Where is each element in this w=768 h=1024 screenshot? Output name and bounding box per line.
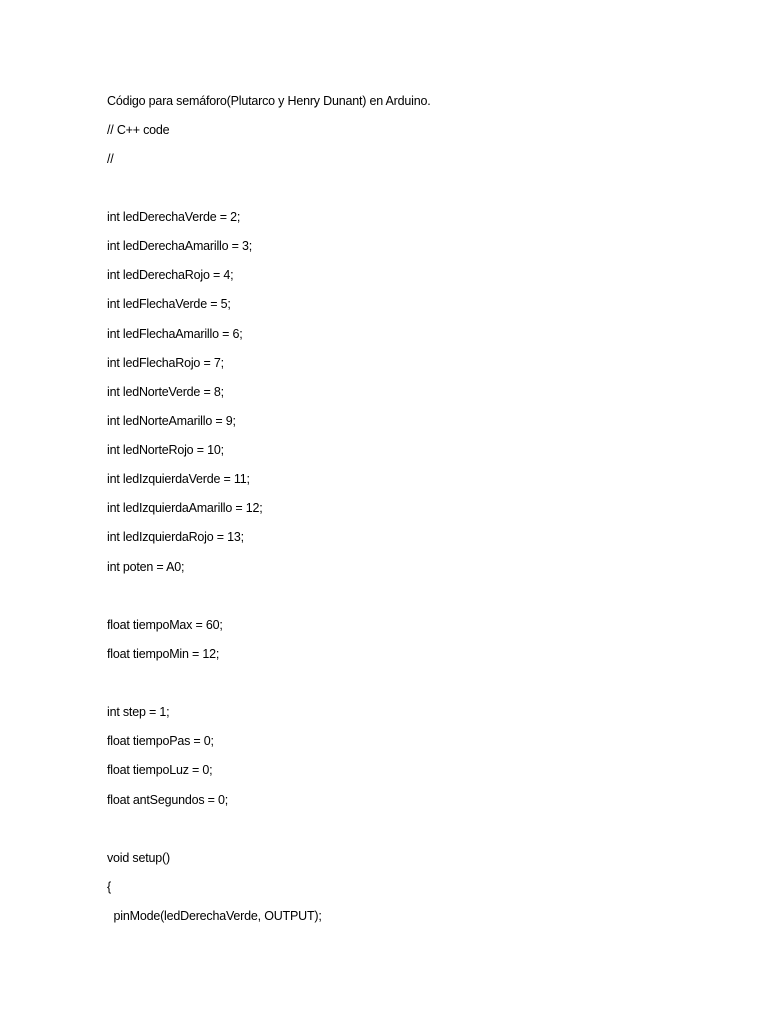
code-line: void setup() [107,851,170,865]
code-line: int ledFlechaRojo = 7; [107,356,224,370]
code-line: float tiempoMax = 60; [107,618,223,632]
code-line: int ledNorteVerde = 8; [107,385,224,399]
code-comment-line: // C++ code [107,123,170,137]
code-line: int ledIzquierdaAmarillo = 12; [107,501,263,515]
code-line: float antSegundos = 0; [107,793,229,807]
code-line: int ledFlechaAmarillo = 6; [107,327,243,341]
code-line: float tiempoPas = 0; [107,734,214,748]
document-title: Código para semáforo(Plutarco y Henry Dunant) en Arduino. [107,94,431,108]
code-line: int ledDerechaVerde = 2; [107,210,241,224]
code-line: int poten = A0; [107,560,185,574]
code-line: int ledDerechaRojo = 4; [107,268,234,282]
code-line: int ledFlechaVerde = 5; [107,297,231,311]
code-line: int ledNorteRojo = 10; [107,443,224,457]
code-line: int ledIzquierdaVerde = 11; [107,472,250,486]
code-line: int ledDerechaAmarillo = 3; [107,239,253,253]
code-line: float tiempoMin = 12; [107,647,220,661]
code-line: pinMode(ledDerechaVerde, OUTPUT); [107,909,322,923]
code-line: { [107,880,111,894]
code-line: int ledIzquierdaRojo = 13; [107,530,244,544]
code-line: int step = 1; [107,705,170,719]
code-line: float tiempoLuz = 0; [107,763,213,777]
code-line: int ledNorteAmarillo = 9; [107,414,236,428]
code-comment-line: // [107,152,114,166]
